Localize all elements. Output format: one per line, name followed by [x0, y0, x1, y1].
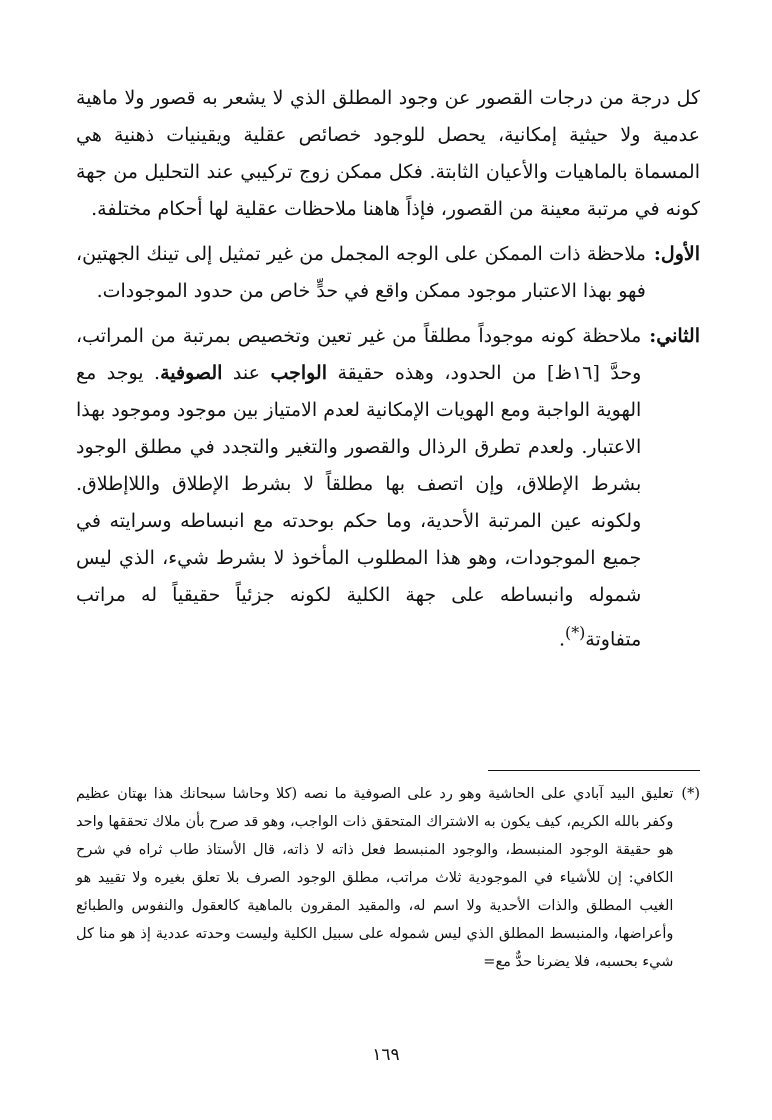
term-sufiyya: الصوفية	[160, 362, 223, 384]
second-point-body	[76, 318, 641, 658]
footnote	[76, 780, 700, 976]
second-point-text-c: . يوجد مع الهوية الواجبة ومع الهويات الإمكانية لعدم الامتياز بين موجود وموجود بهذا الاعتبار. ولعدم تطرق الرذال والقصور والتغير والتجدد في مطلق الوجود بشرط الإطلاق، وإن اتصف بها مطلقاً لا بشرط الإطلاق واللاإطلاق. ولكونه عين المرتبة الأحدية، وما حكم بوحدته مع انبساطه وسرايته في جميع الموجودات، وهو هذا المطلوب المأخوذ لا بشرط شيء، الذي ليس شموله وانبساطه على جهة الكلية لكونه جزئياً حقيقياً له مراتب متفاوتة	[76, 362, 642, 651]
main-text	[76, 80, 700, 666]
first-point-text: ملاحظة ذات الممكن على الوجه المجمل من غير تمثيل إلى تينك الجهتين، فهو بهذا الاعتبار موجود ممكن واقع في حدٍّ خاص من حدود الموجودات.	[76, 243, 646, 302]
second-point	[76, 318, 700, 658]
footnote-separator	[488, 770, 700, 771]
first-point-label: الأول:	[653, 243, 700, 265]
footnote-text: تعليق البيد آبادي على الحاشية وهو رد على الصوفية ما نصه (كلا وحاشا سبحانك هذا بهتان عظيم وكفر بالله الكريم، كيف يكون به الاشتراك المتحقق ذات الواجب، وهو قد صرح بأن ملاك تحققها واحد هو حقيقة الوجود المنبسط، والوجود المنبسط فعل ذاته لا ذاته، قال الأستاذ طاب ثراه في شرح الكافي: إن للأشياء في الموجودية ثلاث مراتب، مطلق الوجود الصرف بلا تعلق بغيره ولا تقييد هو الغيب المطلق والذات الأحدية ولا اسم له، والمقيد المقرون بالماهية كالعقول والنفوس والطبائع وأعراضها، والمنبسط المطلق الذي ليس شموله على سبيل الكلية وليست وحدته عددية إذ هو منا كل شيء بحسبه، فلا يضرنا حدٌّ مع=	[76, 786, 674, 970]
page-number: ١٦٩	[372, 1045, 400, 1065]
footnote-reference[interactable]: (*)	[565, 623, 586, 642]
second-point-text-b: عند	[232, 362, 260, 384]
second-point-label: الثاني:	[649, 325, 700, 347]
second-point-text-a: ملاحظة كونه موجوداً مطلقاً من غير تعين وتخصيص بمرتبة من المراتب، وحدَّ [١٦ظ] من الحدود، وهذه حقيقة	[76, 325, 642, 384]
term-wajib: الواجب	[270, 362, 328, 384]
intro-paragraph: كل درجة من درجات القصور عن وجود المطلق الذي لا يشعر به قصور ولا ماهية عدمية ولا حيثية إمكانية، يحصل للوجود خصائص عقلية ويقينيات ذهنية هي المسماة بالماهيات والأعيان الثابتة. فكل ممكن زوج تركيبي عند التحليل من جهة كونه في مرتبة معينة من القصور، فإذاً هاهنا ملاحظات عقلية لها أحكام مختلفة.	[76, 87, 700, 220]
second-point-end: .	[558, 628, 566, 651]
footnote-marker: (*)	[681, 786, 700, 802]
first-point	[76, 236, 700, 310]
